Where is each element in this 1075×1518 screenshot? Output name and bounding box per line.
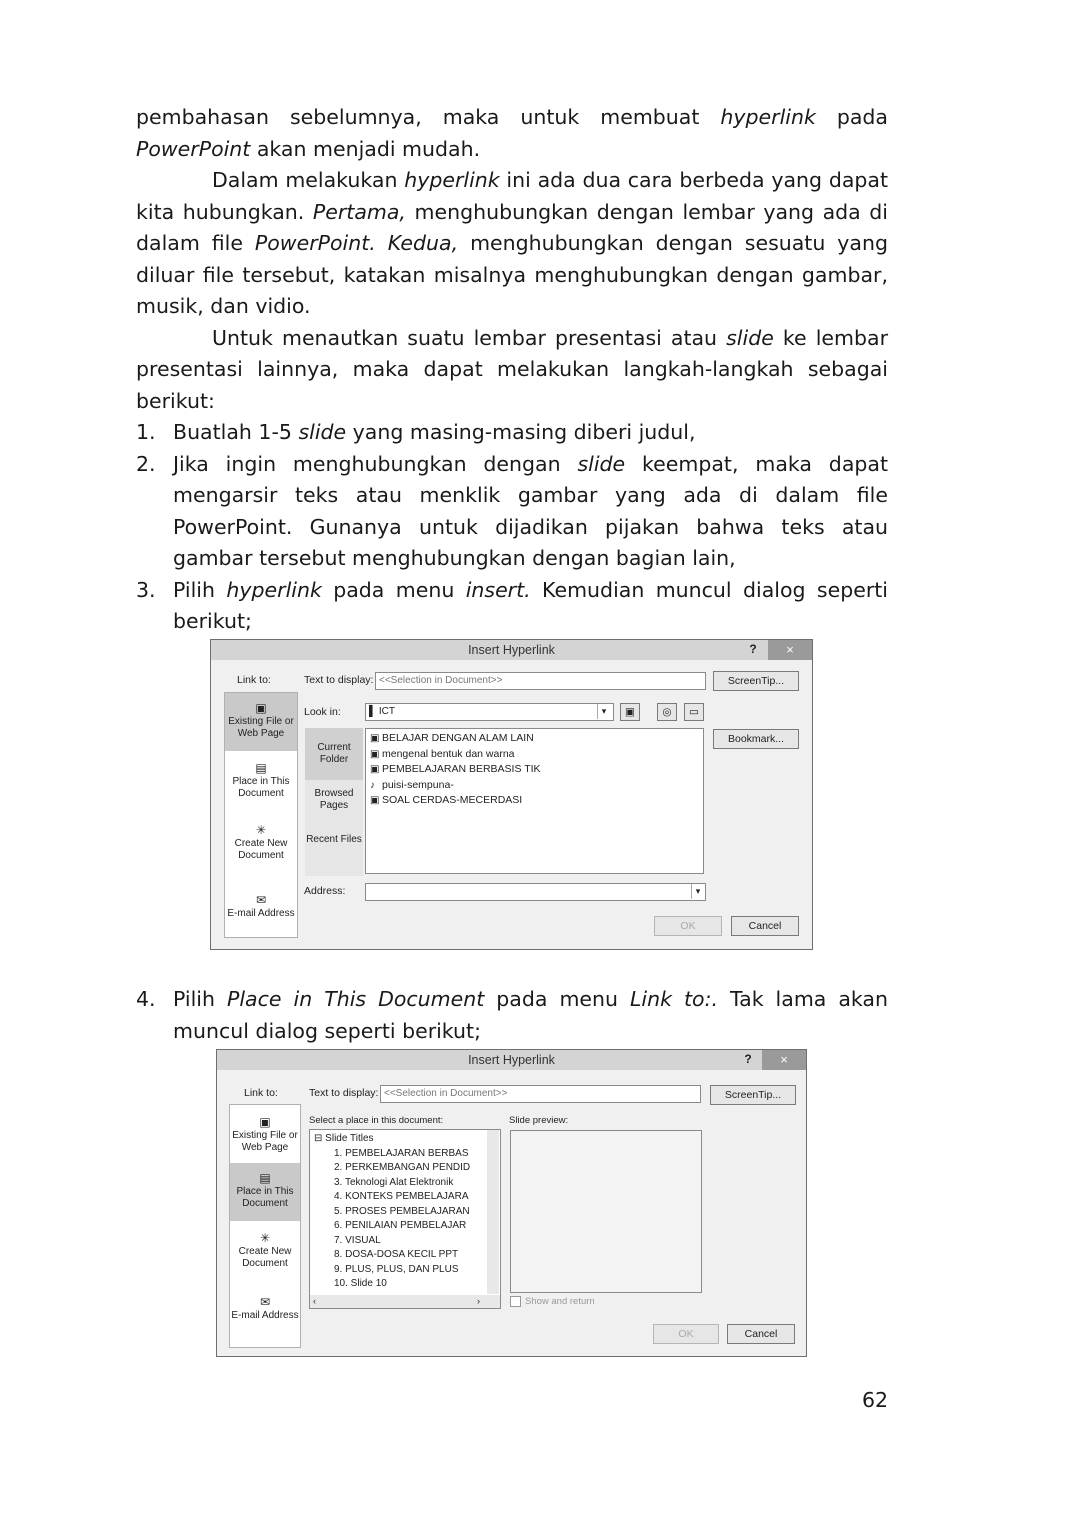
show-and-return-checkbox[interactable] bbox=[510, 1296, 521, 1307]
tree-item[interactable]: 7. VISUAL bbox=[334, 1234, 381, 1246]
ppt-file-icon: ▣ bbox=[370, 748, 380, 760]
text-to-display-label: Text to display: bbox=[309, 1087, 379, 1099]
tree-item[interactable]: 1. PEMBELAJARAN BERBAS bbox=[334, 1147, 469, 1159]
tree-item[interactable]: 2. PERKEMBANGAN PENDID bbox=[334, 1162, 471, 1173]
address-label: Address: bbox=[304, 885, 346, 897]
tree-item[interactable]: 4. KONTEKS PEMBELAJARA bbox=[334, 1191, 469, 1202]
subnav-current-folder[interactable]: Current Folder bbox=[305, 728, 363, 780]
text-to-display-input[interactable]: <<Selection in Document>> bbox=[380, 1085, 701, 1103]
look-in-select[interactable]: ▌ ICT bbox=[365, 703, 614, 721]
globe-file-icon: ▣ bbox=[259, 1115, 271, 1129]
help-button[interactable]: ? bbox=[749, 642, 757, 656]
new-document-icon: ✳ bbox=[255, 823, 267, 837]
scroll-right-icon[interactable]: › bbox=[477, 1296, 480, 1306]
body-text-top bbox=[136, 102, 888, 638]
music-file-icon: ♪ bbox=[370, 779, 375, 791]
ppt-file-icon: ▣ bbox=[370, 795, 380, 806]
link-to-bar bbox=[224, 692, 298, 938]
tree-item[interactable]: 8. DOSA-DOSA KECIL PPT bbox=[334, 1249, 459, 1260]
select-place-label: Select a place in this document: bbox=[309, 1115, 444, 1126]
link-email[interactable]: ✉ E-mail Address bbox=[227, 893, 295, 919]
link-to-label: Link to: bbox=[244, 1087, 278, 1099]
browse-file-icon[interactable]: ▭ bbox=[684, 703, 704, 721]
step-2: 2. Jika ingin menghubungkan dengan slide keempat, maka dapat mengarsir teks atau menklik gambar yang ada di dalam file PowerPoint. Gunanya untuk dijadikan pijakan bahwa teks atau gambar tersebut menghubungkan dengan bagian lain, bbox=[136, 451, 888, 570]
insert-hyperlink-dialog-2 bbox=[216, 1049, 807, 1357]
scroll-left-icon[interactable]: ‹ bbox=[313, 1296, 316, 1306]
subnav-browsed-pages[interactable]: Browsed Pages bbox=[314, 788, 354, 811]
close-button[interactable]: × bbox=[762, 1050, 806, 1070]
step-3: 3. Pilih hyperlink pada menu insert. Kemudian muncul dialog seperti berikut; bbox=[136, 577, 888, 633]
file-item[interactable]: ▣ PEMBELAJARAN BERBASIS TIK bbox=[370, 762, 699, 778]
document-icon: ▤ bbox=[259, 1171, 271, 1185]
close-button[interactable]: × bbox=[768, 640, 812, 660]
slide-preview-label: Slide preview: bbox=[509, 1115, 569, 1126]
link-email[interactable]: ✉ E-mail Address bbox=[231, 1295, 299, 1321]
dialog-title: Insert Hyperlink bbox=[211, 640, 812, 660]
show-and-return-label: Show and return bbox=[525, 1296, 595, 1307]
file-item[interactable]: ♪ puisi-sempuna- bbox=[370, 778, 699, 794]
link-create-new[interactable]: ✳ Create New Document bbox=[238, 1231, 292, 1269]
address-dropdown-icon[interactable]: ▾ bbox=[691, 884, 704, 899]
email-icon: ✉ bbox=[259, 1295, 271, 1309]
collapse-icon[interactable]: ⊟ bbox=[314, 1133, 326, 1144]
tree-root[interactable]: ⊟ Slide Titles bbox=[314, 1133, 374, 1144]
tree-item[interactable]: 5. PROSES PEMBELAJARAN bbox=[334, 1205, 470, 1217]
tree-item[interactable]: 3. Teknologi Alat Elektronik bbox=[334, 1176, 454, 1188]
tree-item[interactable]: 9. PLUS, PLUS, DAN PLUS bbox=[334, 1263, 459, 1275]
step-4: 4. Pilih Place in This Document pada menu Link to:. Tak lama akan muncul dialog seperti berikut; bbox=[136, 987, 888, 1043]
insert-hyperlink-dialog-1 bbox=[210, 639, 813, 950]
file-item[interactable]: ▣ BELAJAR DENGAN ALAM LAIN bbox=[370, 731, 699, 747]
ok-button[interactable]: OK bbox=[654, 916, 722, 936]
screentip-button[interactable]: ScreenTip... bbox=[713, 671, 799, 691]
file-list[interactable] bbox=[365, 728, 704, 874]
paragraph-2: Dalam melakukan hyperlink ini ada dua cara berbeda yang dapat kita hubungkan. Pertama, menghubungkan dengan lembar yang ada di dalam file PowerPoint. Kedua, menghubungkan dengan sesuatu yang diluar file tersebut, katakan misalnya menghubungkan dengan gambar, musik, dan vidio. bbox=[136, 168, 889, 318]
ppt-file-icon: ▣ bbox=[370, 764, 380, 775]
dialog-title: Insert Hyperlink bbox=[217, 1050, 806, 1070]
address-input[interactable] bbox=[365, 883, 706, 901]
tree-item[interactable]: 10. Slide 10 bbox=[334, 1278, 387, 1289]
file-item[interactable]: ▣ SOAL CERDAS-MECERDASI bbox=[370, 793, 699, 809]
link-place-in-document[interactable]: ▤ Place in This Document bbox=[230, 1163, 300, 1221]
subnav-bar bbox=[305, 728, 363, 876]
look-in-label: Look in: bbox=[304, 706, 341, 718]
look-in-dropdown-icon[interactable]: ▾ bbox=[597, 704, 610, 719]
subnav-recent-files[interactable]: Recent Files bbox=[306, 834, 362, 845]
bookmark-button[interactable]: Bookmark... bbox=[713, 729, 799, 749]
screentip-button[interactable]: ScreenTip... bbox=[710, 1085, 796, 1105]
globe-file-icon: ▣ bbox=[255, 701, 267, 715]
cancel-button[interactable]: Cancel bbox=[731, 916, 799, 936]
new-document-icon: ✳ bbox=[259, 1231, 271, 1245]
step-1: 1. Buatlah 1-5 slide yang masing-masing diberi judul, bbox=[136, 420, 696, 444]
link-create-new[interactable]: ✳ Create New Document bbox=[234, 823, 288, 861]
up-folder-icon[interactable]: ▣ bbox=[620, 703, 640, 721]
link-to-label: Link to: bbox=[237, 674, 271, 686]
help-button[interactable]: ? bbox=[744, 1052, 752, 1066]
folder-icon: ▌ bbox=[369, 706, 379, 717]
ok-button[interactable]: OK bbox=[653, 1324, 719, 1344]
ppt-file-icon: ▣ bbox=[370, 733, 380, 744]
body-text-step4 bbox=[136, 984, 888, 1047]
paragraph-3: Untuk menautkan suatu lembar presentasi atau slide ke lembar presentasi lainnya, maka dapat melakukan langkah-langkah sebagai berikut: bbox=[136, 325, 888, 413]
slide-preview-box bbox=[510, 1130, 702, 1293]
page-number: 62 bbox=[862, 1388, 889, 1412]
link-to-bar bbox=[229, 1104, 301, 1348]
paragraph-1: pembahasan sebelumnya, maka untuk membuat hyperlink pada PowerPoint akan menjadi mudah. bbox=[136, 105, 888, 161]
browse-web-icon[interactable]: ◎ bbox=[657, 703, 677, 721]
tree-horizontal-scrollbar[interactable] bbox=[310, 1295, 500, 1308]
file-item[interactable]: ▣ mengenal bentuk dan warna bbox=[370, 747, 699, 763]
text-to-display-label: Text to display: bbox=[304, 674, 374, 686]
link-place-in-document[interactable]: ▤ Place in This Document bbox=[232, 761, 290, 799]
email-icon: ✉ bbox=[255, 893, 267, 907]
tree-vertical-scrollbar[interactable] bbox=[487, 1130, 499, 1294]
slide-tree[interactable] bbox=[309, 1129, 501, 1309]
document-icon: ▤ bbox=[255, 761, 267, 775]
link-existing-file[interactable]: ▣ Existing File or Web Page bbox=[225, 693, 297, 751]
link-existing-file[interactable]: ▣ Existing File or Web Page bbox=[232, 1115, 298, 1153]
text-to-display-input[interactable]: <<Selection in Document>> bbox=[375, 672, 706, 690]
tree-item[interactable]: 6. PENILAIAN PEMBELAJAR bbox=[334, 1220, 467, 1231]
cancel-button[interactable]: Cancel bbox=[727, 1324, 795, 1344]
